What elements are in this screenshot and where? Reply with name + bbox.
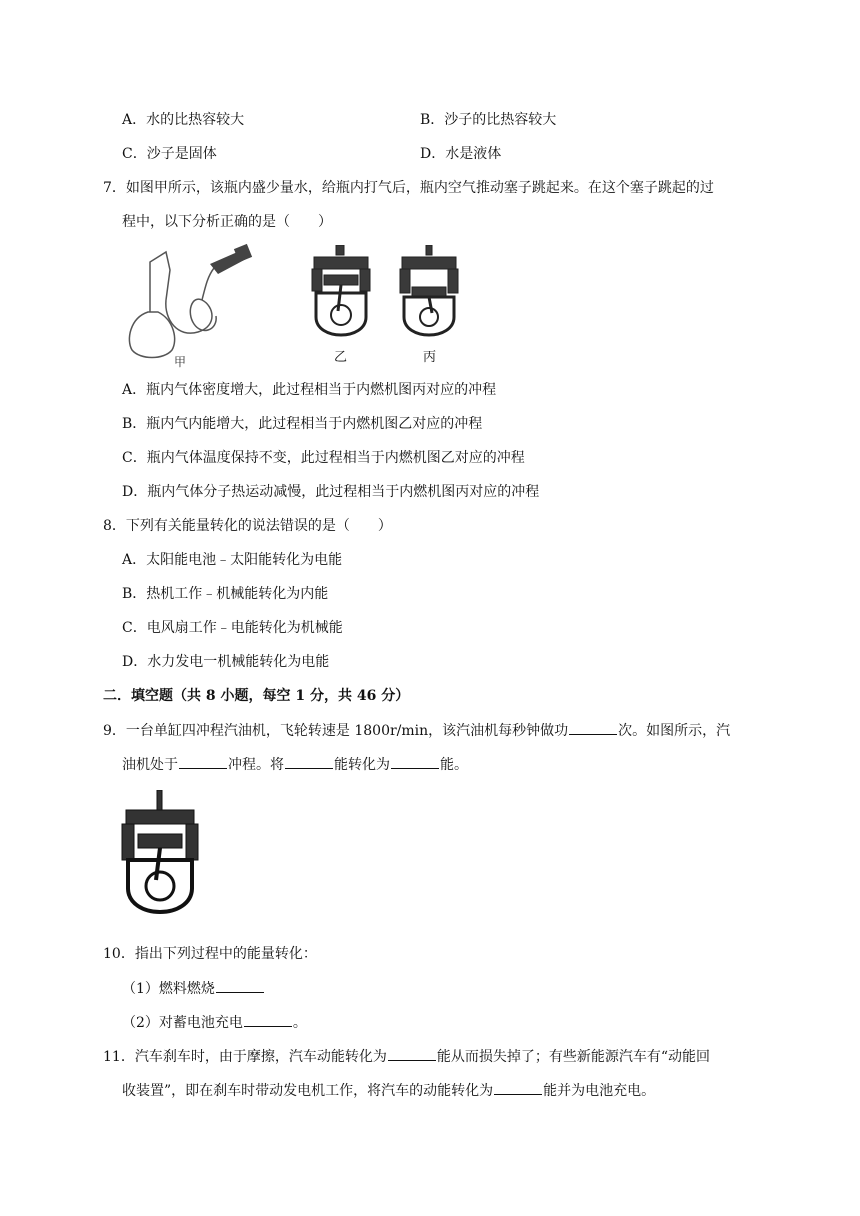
q9-text-4: 冲程。将 (228, 757, 284, 773)
answer-blank[interactable] (391, 754, 439, 769)
q7-option-c: C．瓶内气体温度保持不变，此过程相当于内燃机图乙对应的冲程 (122, 450, 525, 466)
engine-figure-yi (310, 245, 372, 345)
q8-option-a: A．太阳能电池﹣太阳能转化为电能 (122, 552, 343, 568)
q9-text-1: 9．一台单缸四冲程汽油机，飞轮转速是 1800r/min，该汽油机每秒钟做功 (103, 723, 569, 739)
q9-text-3: 油机处于 (122, 757, 178, 773)
q9-text-6: 能。 (440, 757, 468, 773)
q11-line2 (122, 1080, 655, 1101)
q11-text-2: 能从而损失掉了；有些新能源汽车有“动能回 (436, 1049, 710, 1065)
q9-text-2: 次。如图所示，汽 (618, 723, 731, 739)
q7-option-a: A．瓶内气体密度增大，此过程相当于内燃机图丙对应的冲程 (122, 382, 497, 398)
q10-text-1: （1）燃料燃烧 (122, 981, 215, 997)
q8-option-d: D．水力发电一机械能转化为电能 (122, 654, 330, 670)
answer-blank[interactable] (388, 1046, 436, 1061)
q10-text-3: 。 (292, 1015, 307, 1031)
q11-text-4: 能并为电池充电。 (543, 1083, 656, 1099)
q10-part2 (122, 1012, 307, 1033)
q7-stem-line1: 7．如图甲所示，该瓶内盛少量水，给瓶内打气后，瓶内空气推动塞子跳起来。在这个塞子跳起的过 (103, 180, 714, 196)
q6-option-c: C．沙子是固体 (122, 146, 217, 162)
engine-figure-bing (398, 245, 460, 345)
answer-blank[interactable] (569, 720, 617, 735)
q11-text-3: 收装置”，即在刹车时带动发电机工作，将汽车的动能转化为 (122, 1083, 494, 1099)
answer-blank[interactable] (285, 754, 333, 769)
q7-option-b: B．瓶内气内能增大，此过程相当于内燃机图乙对应的冲程 (122, 416, 483, 432)
q8-stem: 8．下列有关能量转化的说法错误的是（ ） (103, 518, 392, 534)
q10-text-2: （2）对蓄电池充电 (122, 1015, 243, 1031)
fig-label-yi: 乙 (334, 350, 348, 365)
fig-label-jia: 甲 (174, 355, 187, 369)
flask-pump-figure (118, 240, 258, 370)
q6-option-d: D．水是液体 (420, 146, 502, 162)
q9-line2 (122, 754, 468, 775)
q10-part1 (122, 978, 265, 999)
q9-line1 (103, 720, 730, 741)
answer-blank[interactable] (244, 1012, 292, 1027)
q6-option-b: B．沙子的比热容较大 (420, 112, 557, 128)
engine-figure-q9 (120, 790, 200, 922)
fig-label-bing: 丙 (423, 350, 437, 365)
q11-text-1: 11．汽车刹车时，由于摩擦，汽车动能转化为 (103, 1049, 387, 1065)
q7-option-d: D．瓶内气体分子热运动减慢，此过程相当于内燃机图丙对应的冲程 (122, 484, 540, 500)
q10-stem: 10．指出下列过程中的能量转化： (103, 946, 317, 962)
q9-text-5: 能转化为 (334, 757, 390, 773)
q6-option-a: A．水的比热容较大 (122, 112, 245, 128)
section-title: 二．填空题（共 8 小题，每空 1 分，共 46 分） (103, 688, 410, 704)
answer-blank[interactable] (494, 1080, 542, 1095)
q11-line1 (103, 1046, 710, 1067)
q8-option-b: B．热机工作﹣机械能转化为内能 (122, 586, 329, 602)
q7-stem-line2: 程中，以下分析正确的是（ ） (122, 214, 332, 230)
q8-option-c: C．电风扇工作﹣电能转化为机械能 (122, 620, 343, 636)
answer-blank[interactable] (216, 978, 264, 993)
answer-blank[interactable] (179, 754, 227, 769)
